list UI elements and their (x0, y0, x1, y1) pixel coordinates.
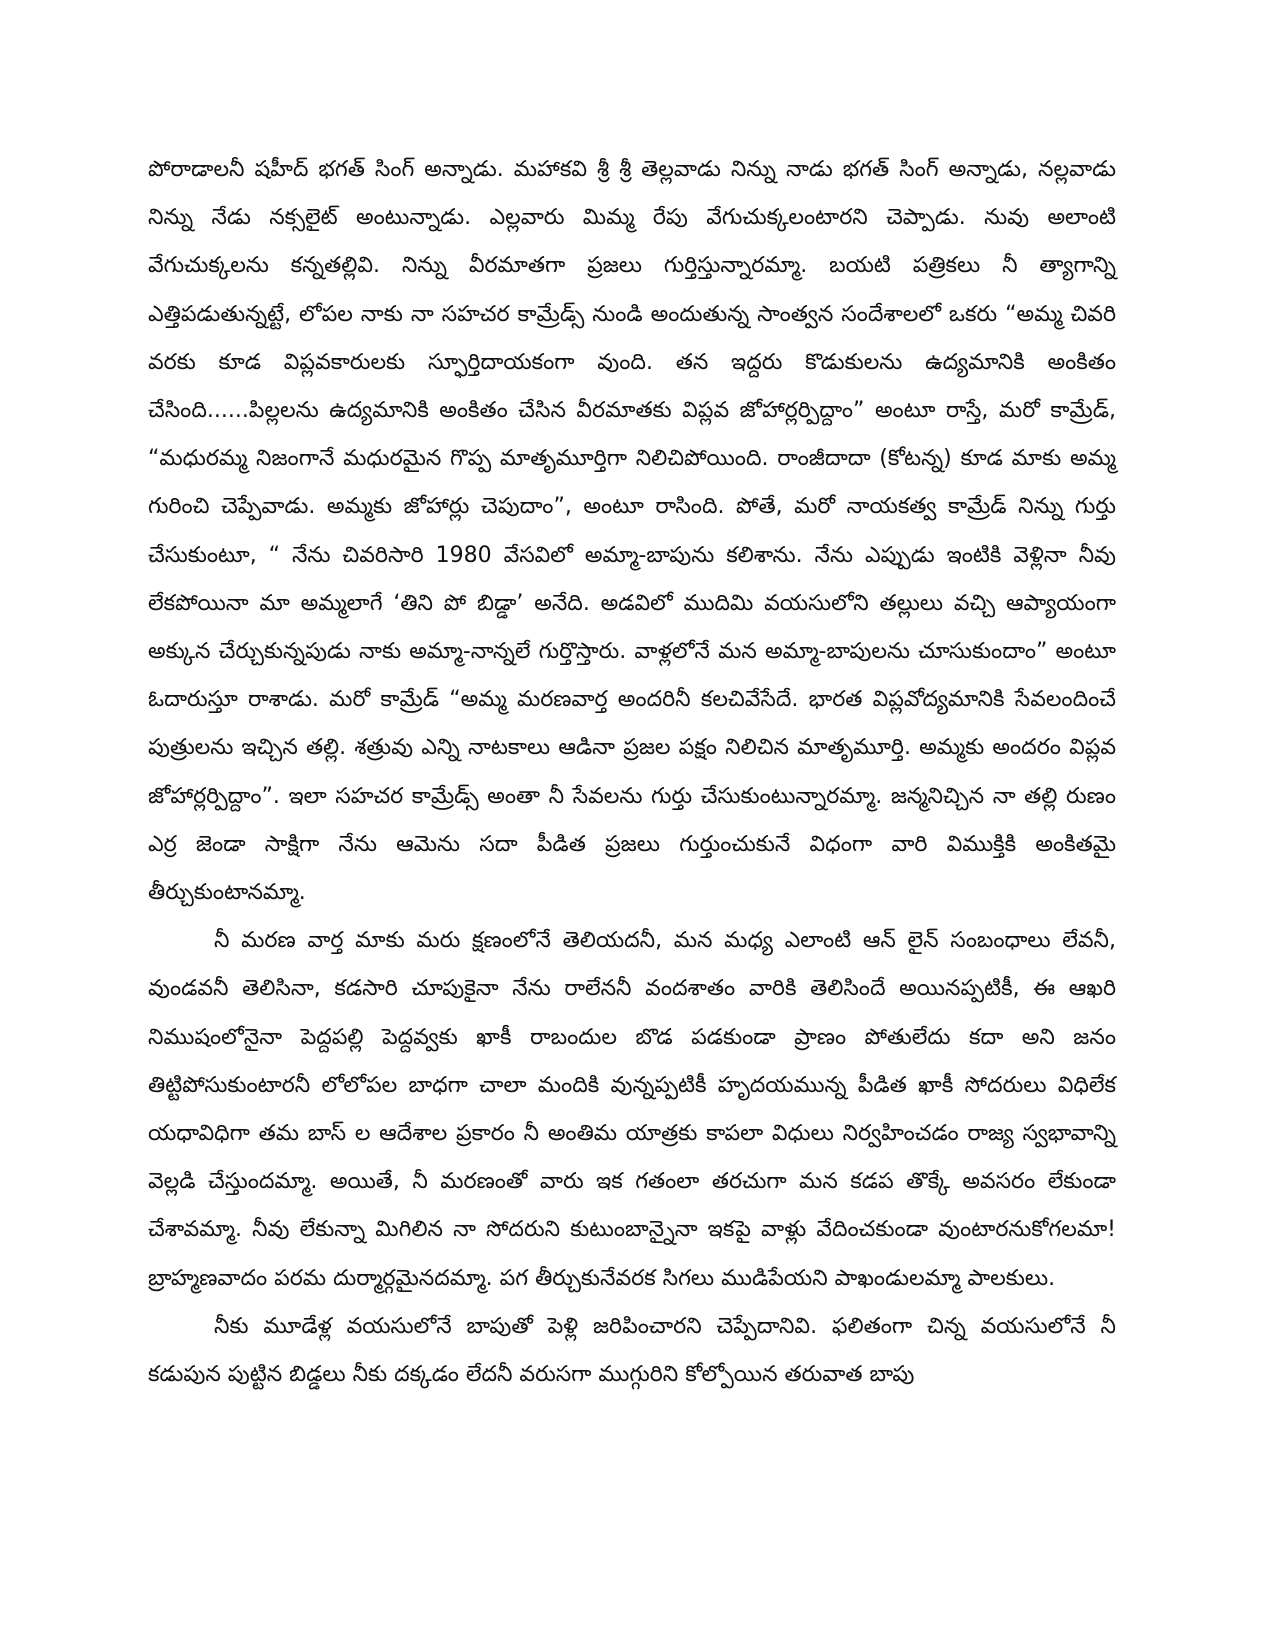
paragraph: పోరాడాలనీ షహీద్ భగత్ సింగ్ అన్నాడు. మహాకవి శ్రీ శ్రీ తెల్లవాడు నిన్ను నాడు భగత్ సింగ్ అన్నాడు, నల్లవాడు నిన్ను నేడు నక్సలైట్ అంటున్నాడు. ఎల్లవారు మిమ్మ రేపు వేగుచుక్కలంటారని చెప్పాడు. నువు అలాంటి వేగుచుక్కలను కన్నతల్లివి. నిన్ను వీరమాతగా ప్రజలు గుర్తిస్తున్నారమ్మా. బయటి పత్రికలు నీ త్యాగాన్ని ఎత్తిపడుతున్నట్టే, లోపల నాకు నా సహచర కామ్రేడ్స్ నుండి అందుతున్న సాంత్వన సందేశాలలో ఒకరు “అమ్మ చివరి వరకు కూడ విప్లవకారులకు స్ఫూర్తిదాయకంగా వుంది. తన ఇద్దరు కొడుకులను ఉద్యమానికి అంకితం చేసింది......పిల్లలను ఉద్యమానికి అంకితం చేసిన వీరమాతకు విప్లవ జోహార్లర్పిద్దాం” అంటూ రాస్తే, మరో కామ్రేడ్, “మధురమ్మ నిజంగానే మధురమైన గొప్ప మాతృమూర్తిగా నిలిచిపోయింది. రాంజీదాదా (కోటన్న) కూడ మాకు అమ్మ గురించి చెప్పేవాడు. అమ్మకు జోహార్లు చెపుదాం”, అంటూ రాసింది. పోతే, మరో నాయకత్వ కామ్రేడ్ నిన్ను గుర్తు చేసుకుంటూ, “ నేను చివరిసారి 1980 వేసవిలో అమ్మా-బాపును కలిశాను. నేను ఎప్పుడు ఇంటికి వెళ్లినా నీవు లేకపోయినా మా అమ్మలాగే ‘తిని పో బిడ్డా’ అనేది. అడవిలో ముదిమి వయసులోని తల్లులు వచ్చి ఆప్యాయంగా అక్కున చేర్చుకున్నపుడు నాకు అమ్మా-నాన్నలే గుర్తొస్తారు. వాళ్లలోనే మన అమ్మా-బాపులను చూసుకుందాం” అంటూ ఓదారుస్తూ రాశాడు. మరో కామ్రేడ్ “అమ్మ మరణవార్త అందరినీ కలచివేసేదే. భారత విప్లవోద్యమానికి సేవలందించే పుత్రులను ఇచ్చిన తల్లి. శత్రువు ఎన్ని నాటకాలు ఆడినా ప్రజల పక్షం నిలిచిన మాతృమూర్తి. అమ్మకు అందరం విప్లవ జోహార్లర్పిద్దాం”. ఇలా సహచర కామ్రేడ్స్ అంతా నీ సేవలను గుర్తు చేసుకుంటున్నారమ్మా. జన్మనిచ్చిన నా తల్లి రుణం ఎర్ర జెండా సాక్షిగా నేను ఆమెను సదా పీడిత ప్రజలు గుర్తుంచుకునే విధంగా వారి విముక్తికి అంకితమై తీర్చుకుంటానమ్మా. (148, 157, 1116, 906)
body-text (148, 146, 1116, 1399)
paragraph: నీకు మూడేళ్ల వయసులోనే బాపుతో పెళ్లి జరిపించారని చెప్పేదానివి. ఫలితంగా చిన్న వయసులోనే నీ కడుపున పుట్టిన బిడ్డలు నీకు దక్కడం లేదనీ వరుసగా ముగ్గురిని కోల్పోయిన తరువాత బాపు (148, 1313, 1116, 1388)
paragraph: నీ మరణ వార్త మాకు మరు క్షణంలోనే తెలియదనీ, మన మధ్య ఎలాంటి ఆన్ లైన్ సంబంధాలు లేవనీ, వుండవనీ తెలిసినా, కడసారి చూపుకైనా నేను రాలేననీ వందశాతం వారికి తెలిసిందే అయినప్పటికీ, ఈ ఆఖరి నిముషంలోనైనా పెద్దపల్లి పెద్దవ్వకు ఖాకీ రాబందుల బొడ పడకుండా ప్రాణం పోతులేదు కదా అని జనం తిట్టిపోసుకుంటారనీ లోలోపల బాధగా చాలా మందికి వున్నప్పటికీ హృదయమున్న పీడిత ఖాకీ సోదరులు విధిలేక యధావిధిగా తమ బాస్ ల ఆదేశాల ప్రకారం నీ అంతిమ యాత్రకు కాపలా విధులు నిర్వహించడం రాజ్య స్వభావాన్ని వెల్లడి చేస్తుందమ్మా. అయితే, నీ మరణంతో వారు ఇక గతంలా తరచుగా మన కడప తొక్కే అవసరం లేకుండా చేశావమ్మా. నీవు లేకున్నా మిగిలిన నా సోదరుని కుటుంబాన్నైనా ఇకపై వాళ్లు వేదించకుండా వుంటారనుకోగలమా! బ్రాహ్మణవాదం పరమ దుర్మార్గమైనదమ్మా. పగ తీర్చుకునేవరక సిగలు ముడిపేయని పాఖండులమ్మా పాలకులు. (148, 928, 1116, 1291)
